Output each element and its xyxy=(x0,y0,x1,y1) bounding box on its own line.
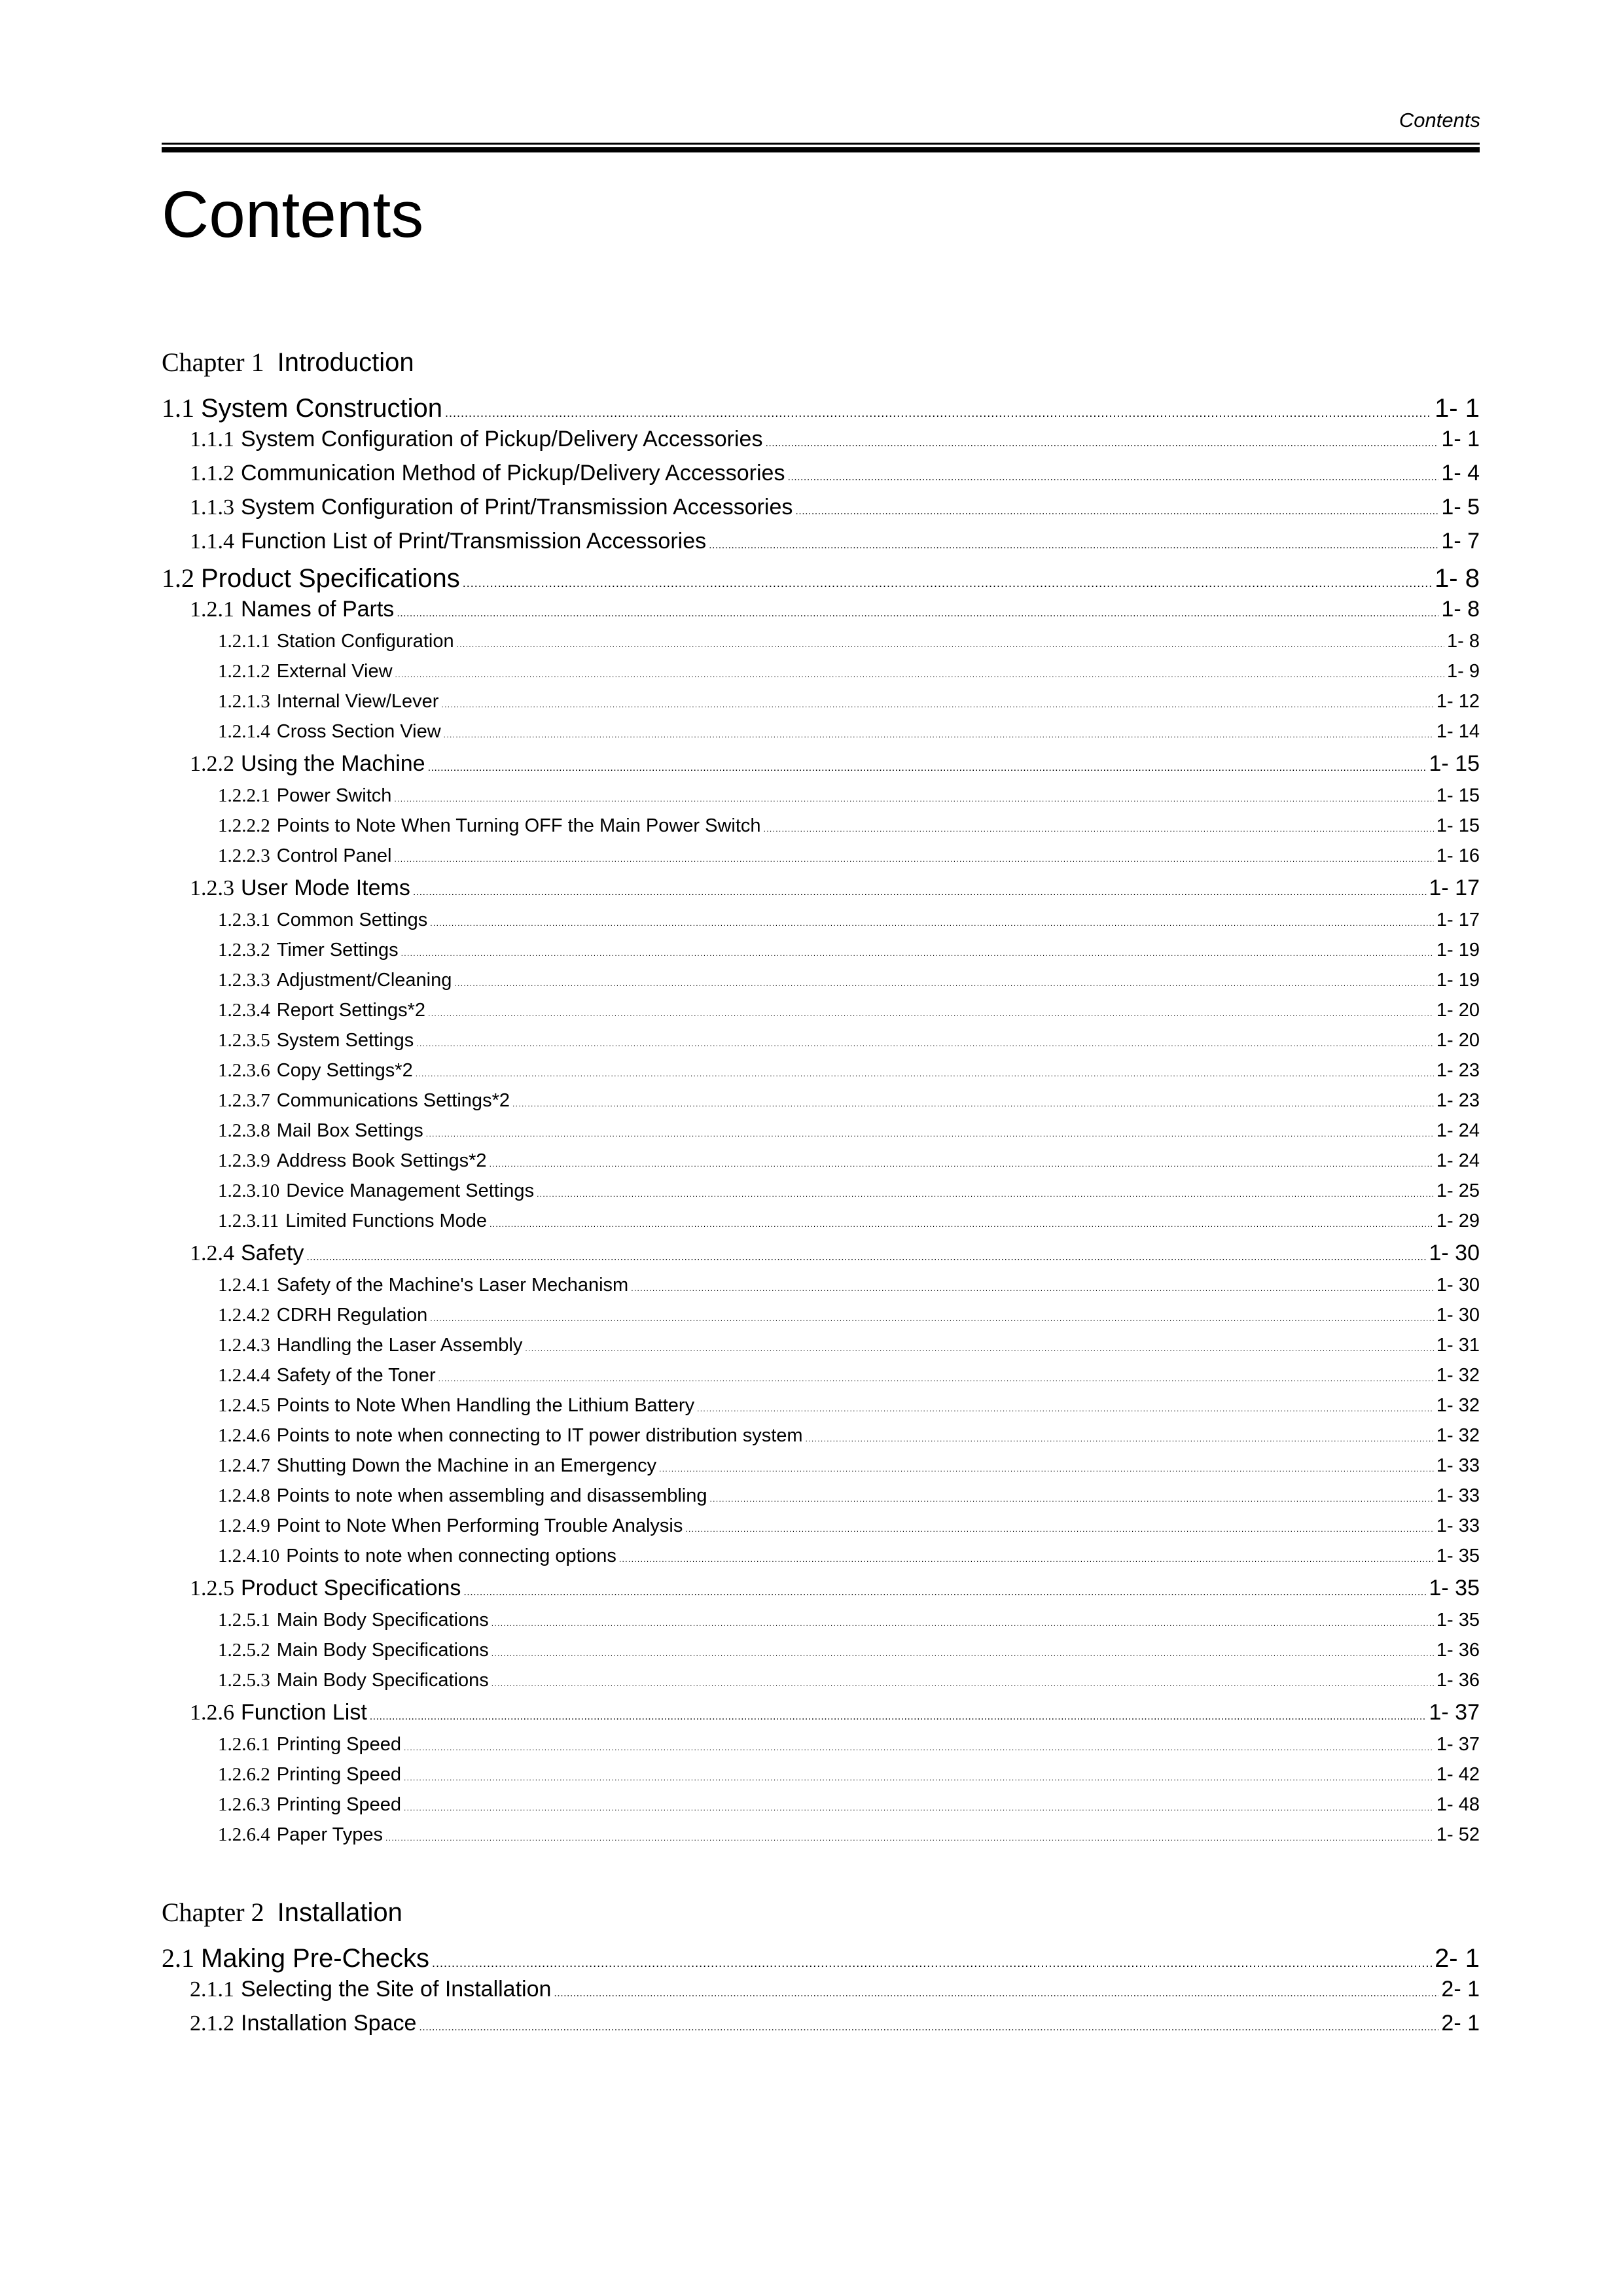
running-header: Contents xyxy=(1399,109,1480,132)
toc-leader-dots xyxy=(445,406,1432,420)
toc-entry[interactable] xyxy=(162,1576,1480,1610)
toc-leader-dots xyxy=(619,1555,1434,1564)
toc-entry-title: Safety of the Machine's Laser Mechanism xyxy=(276,1275,629,1296)
toc-leader-dots xyxy=(490,1220,1434,1229)
toc-entry-page: 1- 24 xyxy=(1436,1150,1480,1171)
toc-entry-page: 1- 37 xyxy=(1429,1700,1480,1725)
toc-leader-dots xyxy=(491,1679,1434,1688)
toc-entry-page: 2- 1 xyxy=(1435,1944,1480,1973)
toc-entry[interactable] xyxy=(162,970,1480,1000)
toc-leader-dots xyxy=(428,1009,1434,1018)
toc-entry-number: 1.2.4.2 xyxy=(218,1305,270,1326)
toc-entry-title: Using the Machine xyxy=(241,751,425,776)
toc-entry-title: Address Book Settings*2 xyxy=(276,1150,487,1171)
header-rule-thick xyxy=(162,147,1480,152)
toc-entry-page: 1- 9 xyxy=(1447,661,1480,682)
toc-entry-page: 1- 23 xyxy=(1436,1090,1480,1111)
toc-entry-page: 1- 31 xyxy=(1436,1335,1480,1356)
toc-entry-page: 1- 33 xyxy=(1436,1455,1480,1476)
toc-entry-number: 1.2.4.8 xyxy=(218,1485,270,1506)
toc-entry-number: 1.2.4.1 xyxy=(218,1275,270,1296)
toc-entry[interactable] xyxy=(162,1425,1480,1455)
toc-leader-dots xyxy=(685,1525,1434,1534)
toc-entry[interactable] xyxy=(162,1120,1480,1150)
toc-leader-dots xyxy=(395,670,1444,679)
toc-entry-page: 1- 19 xyxy=(1436,970,1480,991)
toc-leader-dots xyxy=(385,1833,1434,1843)
toc-entry-number: 1.1.4 xyxy=(190,529,234,554)
toc-entry[interactable] xyxy=(162,661,1480,691)
toc-leader-dots xyxy=(416,1039,1434,1048)
toc-entry-title: Power Switch xyxy=(276,785,392,806)
toc-entry[interactable] xyxy=(162,910,1480,940)
toc-leader-dots xyxy=(401,949,1434,958)
toc-entry-number: 1.2.2 xyxy=(190,752,234,776)
toc-entry-number: 1.2.6.4 xyxy=(218,1824,270,1845)
chapter-label: Chapter 1 xyxy=(162,347,264,377)
toc-entry-title: Printing Speed xyxy=(276,1734,401,1755)
toc-entry-page: 1- 25 xyxy=(1436,1180,1480,1201)
toc-entry[interactable] xyxy=(162,1794,1480,1824)
toc-entry-page: 1- 8 xyxy=(1441,597,1480,622)
toc-entry-page: 1- 15 xyxy=(1436,785,1480,806)
toc-entry-page: 1- 16 xyxy=(1436,845,1480,866)
toc-entry[interactable] xyxy=(162,631,1480,661)
toc-entry[interactable] xyxy=(162,691,1480,721)
toc-entry-title: Cross Section View xyxy=(276,721,441,742)
toc-entry-title: Points to note when connecting to IT power distribution system xyxy=(276,1425,803,1446)
toc-leader-dots xyxy=(463,1587,1426,1598)
toc-entry-title: Safety xyxy=(241,1241,304,1265)
toc-entry[interactable] xyxy=(162,1060,1480,1090)
toc-leader-dots xyxy=(787,472,1438,484)
toc-leader-dots xyxy=(659,1464,1434,1474)
toc-leader-dots xyxy=(795,506,1438,518)
toc-entry-number: 1.2.6.1 xyxy=(218,1734,270,1755)
toc-entry[interactable] xyxy=(162,845,1480,875)
toc-entry-page: 1- 1 xyxy=(1441,427,1480,451)
toc-entry-number: 2.1 xyxy=(162,1943,194,1973)
chapter-label: Chapter 2 xyxy=(162,1898,264,1927)
toc-entry-number: 1.2.1.4 xyxy=(218,721,270,742)
toc-entry-number: 1.1.2 xyxy=(190,461,234,486)
toc-leader-dots xyxy=(426,1129,1434,1139)
toc-entry-title: Communication Method of Pickup/Delivery Accessories xyxy=(241,461,785,486)
toc-entry-number: 1.2.1.2 xyxy=(218,661,270,682)
chapter-heading xyxy=(162,340,1480,393)
toc-entry-title: System Configuration of Print/Transmission Accessories xyxy=(241,495,793,520)
toc-entry-title: Points to note when assembling and disassembling xyxy=(276,1485,707,1506)
toc-entry[interactable] xyxy=(162,1241,1480,1275)
toc-entry-number: 1.2.4 xyxy=(190,1241,234,1265)
toc-entry-page: 1- 20 xyxy=(1436,1000,1480,1021)
toc-leader-dots xyxy=(419,2022,1438,2034)
toc-leader-dots xyxy=(765,438,1438,450)
toc-entry-title: Points to Note When Handling the Lithium Battery xyxy=(276,1395,695,1416)
toc-leader-dots xyxy=(525,1344,1434,1353)
toc-entry-page: 1- 35 xyxy=(1429,1576,1480,1600)
toc-entry[interactable] xyxy=(162,1395,1480,1425)
toc-entry-page: 1- 42 xyxy=(1436,1764,1480,1785)
toc-entry-title: Function List of Print/Transmission Accessories xyxy=(241,529,707,554)
toc-entry[interactable] xyxy=(162,1943,1480,1977)
toc-entry-title: System Construction xyxy=(201,394,443,423)
toc-entry-page: 1- 8 xyxy=(1447,631,1480,652)
toc-leader-dots xyxy=(490,1159,1434,1169)
toc-entry-page: 1- 20 xyxy=(1436,1030,1480,1051)
toc-entry-number: 1.2.3.2 xyxy=(218,940,270,961)
toc-entry-page: 1- 32 xyxy=(1436,1365,1480,1386)
toc-entry-page: 1- 52 xyxy=(1436,1824,1480,1845)
toc-entry-page: 1- 30 xyxy=(1429,1241,1480,1265)
toc-entry-page: 1- 35 xyxy=(1436,1545,1480,1566)
toc-entry-title: CDRH Regulation xyxy=(276,1305,428,1326)
toc-entry-page: 1- 23 xyxy=(1436,1060,1480,1081)
toc-entry-title: Paper Types xyxy=(276,1824,383,1845)
toc-entry-page: 1- 15 xyxy=(1436,815,1480,836)
toc-entry-title: Device Management Settings xyxy=(286,1180,535,1201)
toc-entry-number: 1.2.1.1 xyxy=(218,631,270,652)
toc-leader-dots xyxy=(394,855,1433,864)
toc-entry-number: 1.2.2.3 xyxy=(218,845,270,866)
toc-entry[interactable] xyxy=(162,1000,1480,1030)
toc-entry[interactable] xyxy=(162,427,1480,461)
toc-entry[interactable] xyxy=(162,721,1480,751)
toc-entry-number: 1.2.4.6 xyxy=(218,1425,270,1446)
toc-entry-title: Communications Settings*2 xyxy=(276,1090,510,1111)
toc-leader-dots xyxy=(370,1711,1427,1723)
toc-entry-title: Making Pre-Checks xyxy=(201,1944,430,1973)
toc-leader-dots xyxy=(404,1773,1434,1782)
toc-entry-page: 2- 1 xyxy=(1441,1977,1480,2002)
toc-entry[interactable] xyxy=(162,1610,1480,1640)
toc-entry-page: 1- 8 xyxy=(1435,564,1480,593)
toc-leader-dots xyxy=(441,700,1433,709)
toc-entry-page: 1- 32 xyxy=(1436,1425,1480,1446)
toc-leader-dots xyxy=(413,887,1427,898)
toc-leader-dots xyxy=(428,762,1427,774)
toc-entry-title: Product Specifications xyxy=(201,564,460,593)
toc-entry[interactable] xyxy=(162,529,1480,563)
toc-entry[interactable] xyxy=(162,1455,1480,1485)
toc-entry-page: 1- 33 xyxy=(1436,1515,1480,1536)
toc-entry-page: 1- 48 xyxy=(1436,1794,1480,1815)
toc-entry[interactable] xyxy=(162,785,1480,815)
toc-leader-dots xyxy=(457,640,1444,649)
toc-leader-dots xyxy=(430,1314,1434,1323)
toc-entry-page: 1- 12 xyxy=(1436,691,1480,712)
toc-entry-number: 1.2.4.7 xyxy=(218,1455,270,1476)
toc-entry[interactable] xyxy=(162,2011,1480,2045)
toc-entry-title: Adjustment/Cleaning xyxy=(276,970,452,991)
toc-entry[interactable] xyxy=(162,1030,1480,1060)
toc-leader-dots xyxy=(416,1069,1434,1078)
toc-entry-number: 1.2.4.4 xyxy=(218,1365,270,1386)
toc-entry-number: 1.2.3.4 xyxy=(218,1000,270,1021)
toc-entry-number: 1.2.1 xyxy=(190,597,234,622)
toc-entry-number: 1.2.5.2 xyxy=(218,1640,270,1661)
toc-entry-page: 1- 35 xyxy=(1436,1610,1480,1631)
toc-entry-title: Points to note when connecting options xyxy=(286,1545,616,1566)
toc-entry-page: 1- 17 xyxy=(1429,875,1480,900)
toc-leader-dots xyxy=(430,919,1434,928)
chapter-title: Introduction xyxy=(277,348,414,377)
toc-entry[interactable] xyxy=(162,1365,1480,1395)
toc-entry-page: 1- 4 xyxy=(1441,461,1480,486)
toc-leader-dots xyxy=(463,576,1432,590)
toc-entry-title: Report Settings*2 xyxy=(276,1000,426,1021)
toc-entry[interactable] xyxy=(162,1180,1480,1210)
toc-entry[interactable] xyxy=(162,393,1480,427)
toc-leader-dots xyxy=(491,1619,1434,1628)
toc-leader-dots xyxy=(397,608,1438,620)
toc-entry-number: 1.1.1 xyxy=(190,427,234,451)
toc-entry-number: 1.2.3.5 xyxy=(218,1030,270,1051)
toc-entry-title: Common Settings xyxy=(276,910,428,930)
toc-leader-dots xyxy=(404,1803,1434,1812)
toc-entry-number: 1.2.4.9 xyxy=(218,1515,270,1536)
toc-entry[interactable] xyxy=(162,461,1480,495)
toc-entry[interactable] xyxy=(162,1275,1480,1305)
toc-entry[interactable] xyxy=(162,1824,1480,1854)
toc-entry-number: 1.2.3.3 xyxy=(218,970,270,991)
table-of-contents xyxy=(162,340,1480,2045)
toc-entry-title: Point to Note When Performing Trouble Analysis xyxy=(276,1515,683,1536)
toc-entry-number: 1.2.1.3 xyxy=(218,691,270,712)
toc-entry-title: Product Specifications xyxy=(241,1576,461,1600)
toc-entry[interactable] xyxy=(162,495,1480,529)
toc-entry-title: Timer Settings xyxy=(276,940,399,961)
toc-entry[interactable] xyxy=(162,563,1480,597)
toc-entry-title: Selecting the Site of Installation xyxy=(241,1977,552,2002)
toc-entry-number: 2.1.1 xyxy=(190,1977,234,2002)
toc-entry-page: 1- 24 xyxy=(1436,1120,1480,1141)
toc-leader-dots xyxy=(697,1404,1434,1413)
toc-entry-page: 1- 5 xyxy=(1441,495,1480,520)
toc-entry-number: 1.2.5.1 xyxy=(218,1610,270,1631)
toc-entry-number: 1.2.4.5 xyxy=(218,1395,270,1416)
toc-entry-number: 2.1.2 xyxy=(190,2011,234,2036)
toc-entry-title: User Mode Items xyxy=(241,875,410,900)
header-rule-thin xyxy=(162,143,1480,145)
toc-entry[interactable] xyxy=(162,1485,1480,1515)
toc-entry[interactable] xyxy=(162,751,1480,785)
toc-entry-number: 1.2.6 xyxy=(190,1701,234,1725)
toc-leader-dots xyxy=(432,1956,1432,1970)
toc-leader-dots xyxy=(394,794,1433,804)
toc-entry-title: Shutting Down the Machine in an Emergency xyxy=(276,1455,657,1476)
toc-entry-number: 1.2.3.1 xyxy=(218,910,270,930)
toc-entry-number: 1.2 xyxy=(162,563,194,593)
toc-leader-dots xyxy=(537,1190,1434,1199)
toc-entry[interactable] xyxy=(162,1305,1480,1335)
toc-entry-number: 1.2.6.2 xyxy=(218,1764,270,1785)
toc-entry-title: Internal View/Lever xyxy=(276,691,439,712)
toc-entry-title: Main Body Specifications xyxy=(276,1610,489,1631)
toc-entry-title: System Configuration of Pickup/Delivery Accessories xyxy=(241,427,763,451)
chapter-heading xyxy=(162,1890,1480,1943)
toc-entry-page: 1- 33 xyxy=(1436,1485,1480,1506)
toc-entry[interactable] xyxy=(162,1977,1480,2011)
toc-entry-page: 1- 1 xyxy=(1435,394,1480,423)
toc-leader-dots xyxy=(491,1649,1434,1658)
toc-leader-dots xyxy=(404,1743,1434,1752)
toc-entry-title: Printing Speed xyxy=(276,1764,401,1785)
toc-entry-page: 2- 1 xyxy=(1441,2011,1480,2036)
toc-entry-number: 1.2.3.6 xyxy=(218,1060,270,1081)
toc-leader-dots xyxy=(709,540,1438,552)
toc-leader-dots xyxy=(709,1494,1433,1504)
toc-entry-page: 1- 29 xyxy=(1436,1210,1480,1231)
toc-entry[interactable] xyxy=(162,1670,1480,1700)
toc-entry-page: 1- 36 xyxy=(1436,1670,1480,1691)
toc-entry-title: Limited Functions Mode xyxy=(285,1210,488,1231)
toc-entry-title: Copy Settings*2 xyxy=(276,1060,413,1081)
toc-leader-dots xyxy=(631,1284,1434,1293)
toc-entry-page: 1- 37 xyxy=(1436,1734,1480,1755)
toc-entry[interactable] xyxy=(162,1700,1480,1734)
toc-entry-title: Installation Space xyxy=(241,2011,417,2036)
toc-leader-dots xyxy=(306,1252,1426,1263)
toc-entry-number: 1.2.3 xyxy=(190,876,234,900)
toc-leader-dots xyxy=(554,1988,1438,2000)
toc-entry-number: 1.1.3 xyxy=(190,495,234,520)
toc-entry[interactable] xyxy=(162,1545,1480,1576)
toc-entry-number: 1.2.4.10 xyxy=(218,1545,280,1566)
toc-leader-dots xyxy=(806,1434,1434,1443)
toc-entry-title: Function List xyxy=(241,1700,367,1725)
toc-entry-page: 1- 30 xyxy=(1436,1275,1480,1296)
toc-entry-title: Main Body Specifications xyxy=(276,1640,489,1661)
toc-entry[interactable] xyxy=(162,1090,1480,1120)
toc-entry[interactable] xyxy=(162,1640,1480,1670)
chapter-title: Installation xyxy=(277,1898,402,1927)
toc-entry-number: 1.2.3.7 xyxy=(218,1090,270,1111)
toc-entry[interactable] xyxy=(162,815,1480,845)
toc-entry-page: 1- 19 xyxy=(1436,940,1480,961)
toc-entry-number: 1.2.4.3 xyxy=(218,1335,270,1356)
toc-leader-dots xyxy=(512,1099,1434,1108)
toc-entry-number: 1.2.3.9 xyxy=(218,1150,270,1171)
toc-leader-dots xyxy=(444,730,1434,739)
toc-entry-title: Station Configuration xyxy=(276,631,454,652)
toc-entry-page: 1- 15 xyxy=(1429,751,1480,776)
toc-leader-dots xyxy=(764,824,1434,834)
toc-entry-title: Safety of the Toner xyxy=(276,1365,436,1386)
toc-entry-page: 1- 17 xyxy=(1436,910,1480,930)
toc-entry-number: 1.2.5 xyxy=(190,1576,234,1600)
toc-entry-page: 1- 36 xyxy=(1436,1640,1480,1661)
toc-entry-title: Main Body Specifications xyxy=(276,1670,489,1691)
toc-entry-page: 1- 32 xyxy=(1436,1395,1480,1416)
toc-entry-number: 1.2.3.10 xyxy=(218,1180,280,1201)
toc-entry[interactable] xyxy=(162,597,1480,631)
toc-entry-title: External View xyxy=(276,661,393,682)
toc-entry[interactable] xyxy=(162,1150,1480,1180)
page-title: Contents xyxy=(162,178,424,251)
toc-leader-dots xyxy=(454,979,1434,988)
toc-entry-number: 1.1 xyxy=(162,393,194,423)
toc-entry-title: Handling the Laser Assembly xyxy=(276,1335,523,1356)
toc-entry-title: Points to Note When Turning OFF the Main Power Switch xyxy=(276,815,761,836)
toc-entry[interactable] xyxy=(162,1764,1480,1794)
toc-entry-number: 1.2.5.3 xyxy=(218,1670,270,1691)
toc-entry-page: 1- 14 xyxy=(1436,721,1480,742)
toc-entry-title: Control Panel xyxy=(276,845,392,866)
toc-entry-title: System Settings xyxy=(276,1030,414,1051)
toc-entry[interactable] xyxy=(162,875,1480,910)
toc-entry-number: 1.2.2.1 xyxy=(218,785,270,806)
toc-entry-page: 1- 7 xyxy=(1441,529,1480,554)
toc-entry-page: 1- 30 xyxy=(1436,1305,1480,1326)
toc-entry[interactable] xyxy=(162,1734,1480,1764)
toc-entry-number: 1.2.2.2 xyxy=(218,815,270,836)
toc-entry-title: Names of Parts xyxy=(241,597,395,622)
toc-leader-dots xyxy=(438,1374,1434,1383)
toc-entry-title: Mail Box Settings xyxy=(276,1120,423,1141)
toc-entry[interactable] xyxy=(162,940,1480,970)
toc-entry-number: 1.2.3.8 xyxy=(218,1120,270,1141)
toc-entry-number: 1.2.3.11 xyxy=(218,1210,279,1231)
toc-entry[interactable] xyxy=(162,1210,1480,1241)
toc-entry[interactable] xyxy=(162,1335,1480,1365)
toc-entry-number: 1.2.6.3 xyxy=(218,1794,270,1815)
toc-entry-title: Printing Speed xyxy=(276,1794,401,1815)
toc-entry[interactable] xyxy=(162,1515,1480,1545)
